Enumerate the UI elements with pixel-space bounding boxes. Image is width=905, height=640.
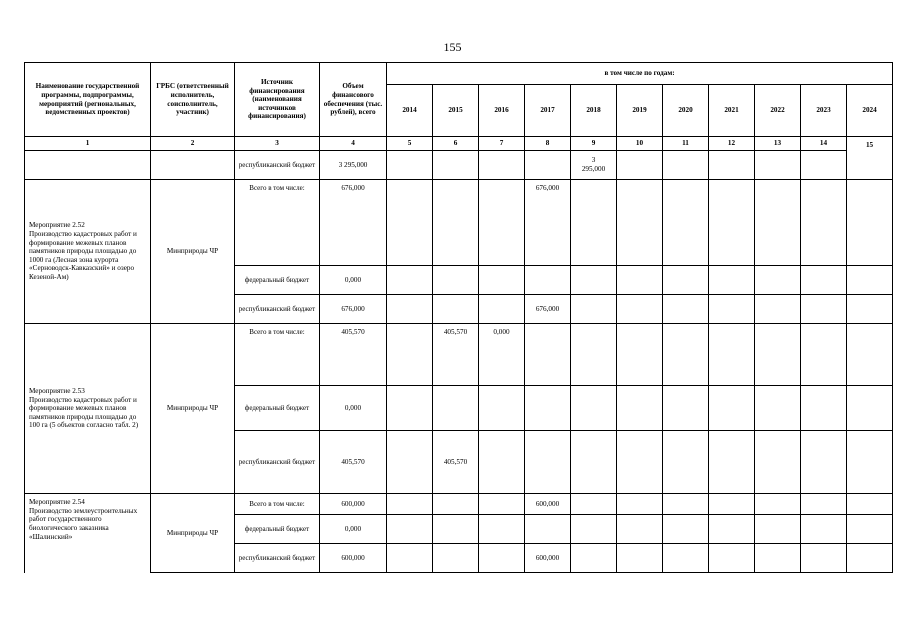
col-number: 15 — [847, 137, 893, 180]
col-number: 1 — [25, 137, 151, 151]
cell-empty — [433, 386, 479, 431]
cell-empty — [151, 151, 235, 180]
volume-cell: 3 295,000 — [320, 151, 387, 180]
cell-empty — [571, 324, 617, 386]
value-cell-2015: 405,570 — [433, 431, 479, 494]
volume-cell: 676,000 — [320, 295, 387, 324]
volume-cell: 405,570 — [320, 324, 387, 386]
cell-empty — [755, 494, 801, 515]
cell-empty — [663, 515, 709, 544]
cell-empty — [479, 266, 525, 295]
cell-empty — [617, 544, 663, 573]
cell-empty — [387, 151, 433, 180]
cell-empty — [571, 266, 617, 295]
source-cell: федеральный бюджет — [235, 266, 320, 295]
cell-empty — [479, 431, 525, 494]
cell-empty — [617, 515, 663, 544]
cell-empty — [387, 180, 433, 266]
cell-empty — [571, 515, 617, 544]
volume-cell: 676,000 — [320, 180, 387, 266]
value-cell-2017: 600,000 — [525, 494, 571, 515]
header-volume: Объем финансового обеспечения (тыс. рублей), всего — [320, 63, 387, 137]
cell-empty — [617, 324, 663, 386]
year-header: 2014 — [387, 85, 433, 137]
col-number: 11 — [663, 137, 709, 151]
year-header: 2019 — [617, 85, 663, 137]
volume-cell: 405,570 — [320, 431, 387, 494]
cell-empty — [801, 180, 847, 266]
value-cell-2015: 405,570 — [433, 324, 479, 386]
value-cell-2017: 600,000 — [525, 544, 571, 573]
cell-empty — [663, 544, 709, 573]
cell-empty — [433, 515, 479, 544]
cell-empty — [387, 431, 433, 494]
source-cell: республиканский бюджет — [235, 544, 320, 573]
cell-empty — [433, 266, 479, 295]
cell-empty — [709, 151, 755, 180]
cell-empty — [387, 494, 433, 515]
year-header: 2016 — [479, 85, 525, 137]
cell-empty — [709, 180, 755, 266]
cell-empty — [847, 295, 893, 324]
value-cell-2018: 3 295,000 — [571, 151, 617, 180]
cell-empty — [755, 266, 801, 295]
grbs-cell: Минприроды ЧР — [151, 324, 235, 494]
cell-empty — [709, 515, 755, 544]
table-row — [25, 151, 893, 180]
cell-empty — [571, 180, 617, 266]
cell-empty — [801, 431, 847, 494]
header-source: Источник финансирования (наименования источников финансирования) — [235, 63, 320, 137]
source-cell: Всего в том числе: — [235, 180, 320, 266]
cell-empty — [663, 431, 709, 494]
cell-empty — [847, 431, 893, 494]
measure-name: Мероприятие 2.54 Производство землеустроительных работ государственного биологического заказника «Шалинский» — [25, 494, 151, 573]
cell-empty — [663, 324, 709, 386]
cell-empty — [755, 515, 801, 544]
cell-empty — [709, 386, 755, 431]
col-number: 13 — [755, 137, 801, 151]
cell-empty — [847, 544, 893, 573]
cell-empty — [387, 324, 433, 386]
value-cell-2017: 676,000 — [525, 295, 571, 324]
cell-empty — [25, 151, 151, 180]
header-row — [25, 63, 893, 85]
cell-empty — [801, 266, 847, 295]
cell-empty — [663, 180, 709, 266]
cell-empty — [525, 324, 571, 386]
year-header: 2020 — [663, 85, 709, 137]
source-cell: Всего в том числе: — [235, 324, 320, 386]
cell-empty — [847, 515, 893, 544]
cell-empty — [617, 151, 663, 180]
col-number: 3 — [235, 137, 320, 151]
cell-empty — [387, 295, 433, 324]
col-number: 5 — [387, 137, 433, 151]
cell-empty — [847, 324, 893, 386]
col-number: 7 — [479, 137, 525, 151]
cell-empty — [663, 494, 709, 515]
cell-empty — [525, 431, 571, 494]
cell-empty — [801, 515, 847, 544]
cell-empty — [847, 494, 893, 515]
source-cell: республиканский бюджет — [235, 295, 320, 324]
cell-empty — [663, 266, 709, 295]
cell-empty — [617, 494, 663, 515]
year-header: 2015 — [433, 85, 479, 137]
cell-empty — [479, 295, 525, 324]
cell-empty — [525, 386, 571, 431]
cell-empty — [709, 494, 755, 515]
col-number: 12 — [709, 137, 755, 151]
cell-empty — [571, 295, 617, 324]
cell-empty — [801, 544, 847, 573]
header-by-years: в том числе по годам: — [387, 63, 893, 85]
cell-empty — [433, 151, 479, 180]
cell-empty — [433, 295, 479, 324]
cell-empty — [801, 151, 847, 180]
measure-name: Мероприятие 2.52 Производство кадастровых работ и формирование межевых планов памятников природы площадью до 1000 га (Лесная зона курорта «Серноводск-Кавказский» и озеро Кезеной-Ам) — [25, 180, 151, 324]
cell-empty — [479, 180, 525, 266]
cell-empty — [525, 266, 571, 295]
cell-empty — [755, 324, 801, 386]
cell-empty — [801, 324, 847, 386]
measure-name: Мероприятие 2.53 Производство кадастровых работ и формирование межевых планов памятников природы площадью до 100 га (5 объектов согласно табл. 2) — [25, 324, 151, 494]
col-number: 10 — [617, 137, 663, 151]
cell-empty — [709, 324, 755, 386]
cell-empty — [617, 386, 663, 431]
cell-empty — [479, 386, 525, 431]
col-number: 14 — [801, 137, 847, 151]
cell-empty — [755, 386, 801, 431]
cell-empty — [801, 386, 847, 431]
cell-empty — [709, 431, 755, 494]
cell-empty — [755, 431, 801, 494]
source-cell: федеральный бюджет — [235, 515, 320, 544]
cell-empty — [387, 515, 433, 544]
year-header: 2018 — [571, 85, 617, 137]
cell-empty — [479, 515, 525, 544]
column-number-row — [25, 137, 893, 151]
page-number: 155 — [443, 40, 462, 54]
cell-empty — [571, 431, 617, 494]
cell-empty — [755, 180, 801, 266]
cell-empty — [387, 266, 433, 295]
cell-empty — [479, 494, 525, 515]
year-header: 2021 — [709, 85, 755, 137]
cell-empty — [617, 180, 663, 266]
year-header: 2024 — [847, 85, 893, 137]
cell-empty — [755, 295, 801, 324]
volume-cell: 0,000 — [320, 266, 387, 295]
financing-table — [24, 62, 893, 573]
cell-empty — [617, 266, 663, 295]
cell-empty — [433, 544, 479, 573]
source-cell: республиканский бюджет — [235, 151, 320, 180]
col-number: 2 — [151, 137, 235, 151]
cell-empty — [387, 544, 433, 573]
header-name: Наименование государственной программы, подпрограммы, мероприятий (региональных, ведомственных проектов) — [25, 63, 151, 137]
cell-empty — [709, 295, 755, 324]
volume-cell: 0,000 — [320, 386, 387, 431]
cell-empty — [479, 544, 525, 573]
col-number: 8 — [525, 137, 571, 151]
table-row — [25, 180, 893, 266]
header-grbs: ГРБС (ответственный исполнитель, соисполнитель, участник) — [151, 63, 235, 137]
volume-cell: 600,000 — [320, 544, 387, 573]
cell-empty — [847, 266, 893, 295]
source-cell: федеральный бюджет — [235, 386, 320, 431]
cell-empty — [709, 266, 755, 295]
cell-empty — [571, 386, 617, 431]
year-header: 2023 — [801, 85, 847, 137]
cell-empty — [755, 151, 801, 180]
cell-empty — [755, 544, 801, 573]
cell-empty — [663, 295, 709, 324]
source-cell: Всего в том числе: — [235, 494, 320, 515]
cell-empty — [525, 151, 571, 180]
cell-empty — [663, 386, 709, 431]
cell-empty — [617, 431, 663, 494]
cell-empty — [847, 386, 893, 431]
cell-empty — [709, 544, 755, 573]
cell-empty — [801, 295, 847, 324]
value-cell-2016: 0,000 — [479, 324, 525, 386]
cell-empty — [847, 180, 893, 266]
volume-cell: 600,000 — [320, 494, 387, 515]
grbs-cell: Минприроды ЧР — [151, 494, 235, 573]
cell-empty — [433, 180, 479, 266]
grbs-cell: Минприроды ЧР — [151, 180, 235, 324]
cell-empty — [663, 151, 709, 180]
cell-empty — [525, 515, 571, 544]
cell-empty — [433, 494, 479, 515]
table-row — [25, 324, 893, 386]
year-header: 2017 — [525, 85, 571, 137]
cell-empty — [571, 494, 617, 515]
cell-empty — [479, 151, 525, 180]
cell-empty — [571, 544, 617, 573]
cell-empty — [617, 295, 663, 324]
col-number: 9 — [571, 137, 617, 151]
table-row — [25, 494, 893, 515]
cell-empty — [801, 494, 847, 515]
col-number: 6 — [433, 137, 479, 151]
col-number: 4 — [320, 137, 387, 151]
value-cell-2017: 676,000 — [525, 180, 571, 266]
year-header: 2022 — [755, 85, 801, 137]
source-cell: республиканский бюджет — [235, 431, 320, 494]
volume-cell: 0,000 — [320, 515, 387, 544]
cell-empty — [387, 386, 433, 431]
